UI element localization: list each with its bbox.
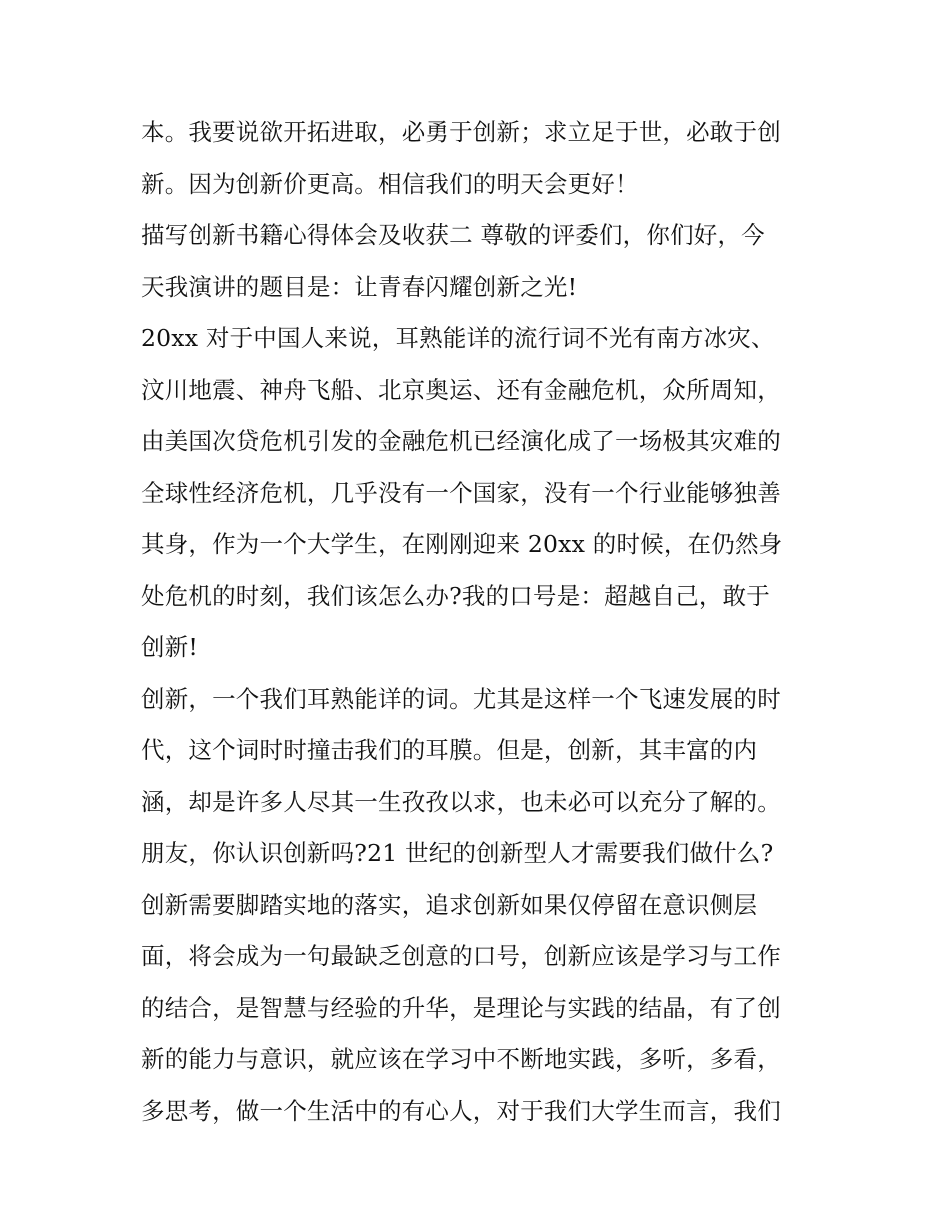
text-line: 20xx 对于中国人来说，耳熟能详的流行词不光有南方冰灾、 (141, 324, 775, 352)
text-line: 新的能力与意识，就应该在学习中不断地实践，多听，多看， (141, 1045, 781, 1073)
text-line: 全球性经济危机，几乎没有一个国家，没有一个行业能够独善 (141, 478, 781, 507)
text-line: 处危机的时刻，我们该怎么办?我的口号是：超越自己，敢于 (141, 581, 770, 610)
text-line: 多思考，做一个生活中的有心人，对于我们大学生而言，我们 (141, 1096, 781, 1125)
text-line: 代，这个词时时撞击我们的耳膜。但是，创新，其丰富的内 (141, 736, 758, 764)
text-line: 创新需要脚踏实地的落实，追求创新如果仅停留在意识侧层 (141, 890, 758, 919)
text-line: 新。因为创新价更高。相信我们的明天会更好！ (141, 169, 639, 198)
text-line: 汶川地震、神舟飞船、北京奥运、还有金融危机，众所周知， (141, 375, 781, 404)
text-line: 创新! (141, 633, 199, 661)
text-line: 朋友，你认识创新吗?21 世纪的创新型人才需要我们做什么? (141, 839, 774, 867)
text-line: 由美国次贷危机引发的金融危机已经演化成了一场极其灾难的 (141, 427, 781, 455)
text-line: 创新，一个我们耳熟能详的词。尤其是这样一个飞速发展的时 (141, 684, 781, 713)
text-line: 涵，却是许多人尽其一生孜孜以求，也未必可以充分了解的。 (141, 787, 781, 816)
text-line: 天我演讲的题目是：让青春闪耀创新之光! (141, 272, 578, 301)
text-line: 面，将会成为一句最缺乏创意的口号，创新应该是学习与工作 (141, 942, 781, 970)
document-body (141, 107, 821, 1137)
text-line: 本。我要说欲开拓进取，必勇于创新；求立足于世，必敢于创 (141, 118, 781, 146)
text-line: 描写创新书籍心得体会及收获二 尊敬的评委们，你们好，今 (141, 221, 765, 249)
text-line: 其身，作为一个大学生，在刚刚迎来 20xx 的时候，在仍然身 (141, 530, 783, 558)
text-line: 的结合，是智慧与经验的升华，是理论与实践的结晶，有了创 (141, 993, 781, 1022)
